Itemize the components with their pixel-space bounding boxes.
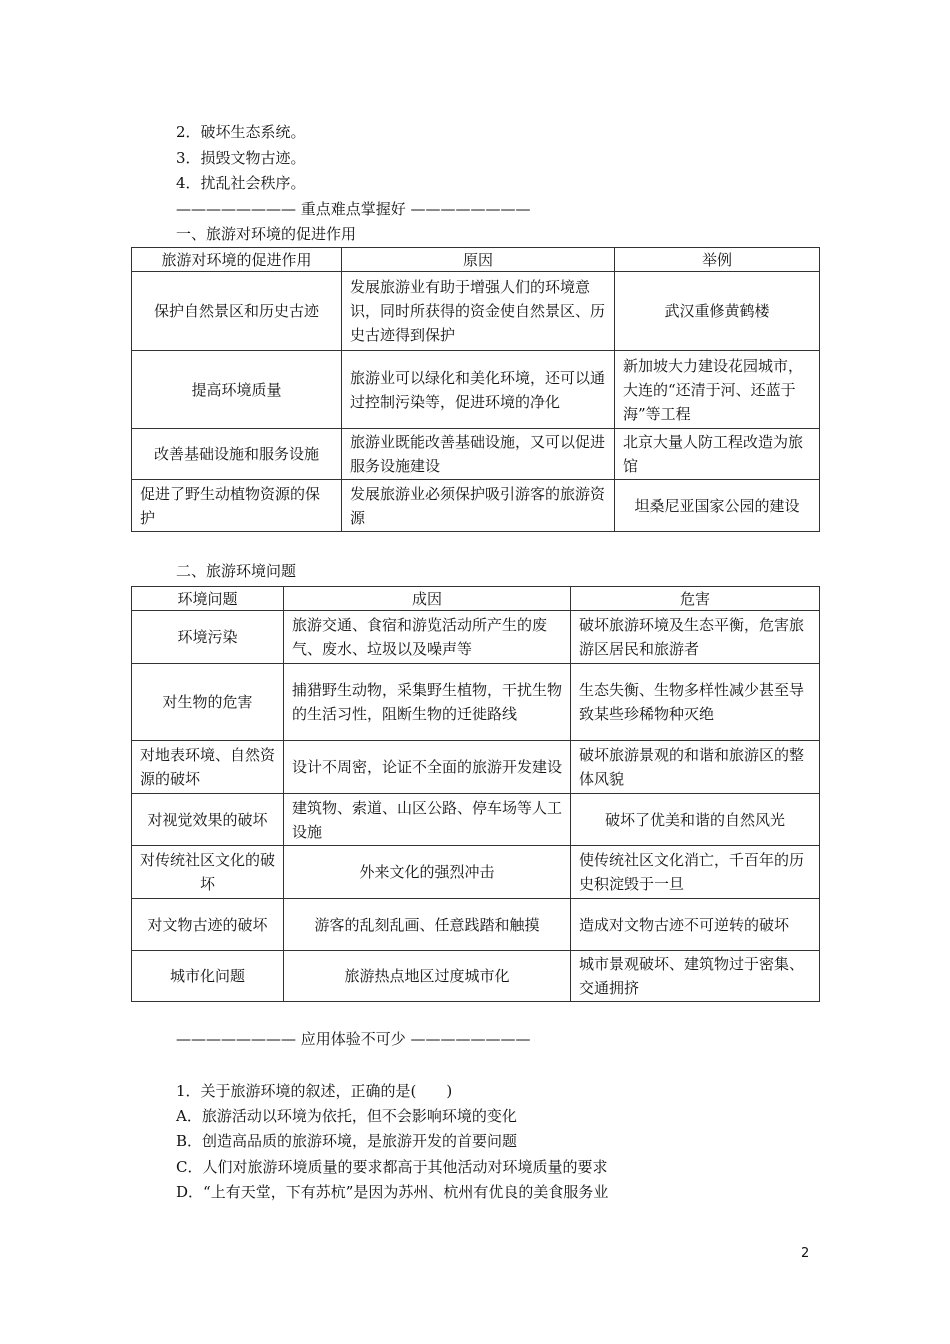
table-cell: 城市化问题 <box>132 951 284 1002</box>
table-row <box>132 664 820 741</box>
table-cell: 对地表环境、自然资源的破坏 <box>132 741 284 794</box>
table-cell: 对视觉效果的破坏 <box>132 794 284 846</box>
table-cell: 新加坡大力建设花园城市，大连的“还清于河、还蓝于海”等工程 <box>615 351 820 429</box>
table-header: 旅游对环境的促进作用 <box>132 248 342 272</box>
table-row <box>132 899 820 951</box>
question-option: C．人们对旅游环境质量的要求都高于其他活动对环境质量的要求 <box>176 1158 608 1176</box>
section-title: 二、旅游环境问题 <box>176 562 297 580</box>
table-cell: 旅游业既能改善基础设施，又可以促进服务设施建设 <box>342 429 615 480</box>
problems-table <box>131 586 820 1002</box>
table-cell: 游客的乱刻乱画、任意践踏和触摸 <box>284 899 571 951</box>
table-cell: 保护自然景区和历史古迹 <box>132 272 342 351</box>
table-cell: 发展旅游业必须保护吸引游客的旅游资源 <box>342 480 615 532</box>
table-header: 原因 <box>342 248 615 272</box>
table-cell: 使传统社区文化消亡，千百年的历史积淀毁于一旦 <box>571 846 820 899</box>
table-row <box>132 429 820 480</box>
section-title: 一、旅游对环境的促进作用 <box>176 225 357 243</box>
table-cell: 旅游热点地区过度城市化 <box>284 951 571 1002</box>
table-header: 危害 <box>571 587 820 611</box>
table-cell: 对生物的危害 <box>132 664 284 741</box>
table-cell: 破坏旅游景观的和谐和旅游区的整体风貌 <box>571 741 820 794</box>
table-cell: 破坏旅游环境及生态平衡，危害旅游区居民和旅游者 <box>571 611 820 664</box>
table-cell: 生态失衡、生物多样性减少甚至导致某些珍稀物种灭绝 <box>571 664 820 741</box>
section-divider: ———————— 应用体验不可少 ———————— <box>176 1030 531 1048</box>
table-cell: 发展旅游业有助于增强人们的环境意识，同时所获得的资金使自然景区、历史古迹得到保护 <box>342 272 615 351</box>
table-row <box>132 480 820 532</box>
table-cell: 改善基础设施和服务设施 <box>132 429 342 480</box>
list-item: 2．破坏生态系统。 <box>176 123 306 141</box>
table-header: 举例 <box>615 248 820 272</box>
table-header: 环境问题 <box>132 587 284 611</box>
table-cell: 对文物古迹的破坏 <box>132 899 284 951</box>
table-cell: 破坏了优美和谐的自然风光 <box>571 794 820 846</box>
question-option: A．旅游活动以环境为依托，但不会影响环境的变化 <box>176 1107 517 1125</box>
table-cell: 对传统社区文化的破坏 <box>132 846 284 899</box>
question-option: D．“上有天堂，下有苏杭”是因为苏州、杭州有优良的美食服务业 <box>176 1183 609 1201</box>
table-cell: 旅游业可以绿化和美化环境，还可以通过控制污染等，促进环境的净化 <box>342 351 615 429</box>
table-row <box>132 951 820 1002</box>
table-cell: 城市景观破坏、建筑物过于密集、交通拥挤 <box>571 951 820 1002</box>
table-cell: 旅游交通、食宿和游览活动所产生的废气、废水、垃圾以及噪声等 <box>284 611 571 664</box>
table-cell: 设计不周密，论证不全面的旅游开发建设 <box>284 741 571 794</box>
promotion-table <box>131 247 820 532</box>
section-divider: ———————— 重点难点掌握好 ———————— <box>176 200 531 218</box>
table-row <box>132 351 820 429</box>
table-cell: 促进了野生动植物资源的保护 <box>132 480 342 532</box>
table-header: 成因 <box>284 587 571 611</box>
table-cell: 造成对文物古迹不可逆转的破坏 <box>571 899 820 951</box>
table-cell: 外来文化的强烈冲击 <box>284 846 571 899</box>
table-cell: 武汉重修黄鹤楼 <box>615 272 820 351</box>
table-cell: 环境污染 <box>132 611 284 664</box>
question-option: B．创造高品质的旅游环境，是旅游开发的首要问题 <box>176 1132 518 1150</box>
table-cell: 捕猎野生动物，采集野生植物，干扰生物的生活习性，阻断生物的迁徙路线 <box>284 664 571 741</box>
table-row <box>132 741 820 794</box>
table-cell: 北京大量人防工程改造为旅馆 <box>615 429 820 480</box>
page-number: 2 <box>801 1246 810 1261</box>
table-row <box>132 611 820 664</box>
table-row <box>132 272 820 351</box>
question-stem: 1．关于旅游环境的叙述，正确的是( ) <box>176 1082 453 1100</box>
table-cell: 坦桑尼亚国家公园的建设 <box>615 480 820 532</box>
table-row <box>132 846 820 899</box>
table-cell: 建筑物、索道、山区公路、停车场等人工设施 <box>284 794 571 846</box>
list-item: 4．扰乱社会秩序。 <box>176 174 306 192</box>
table-row <box>132 794 820 846</box>
list-item: 3．损毁文物古迹。 <box>176 149 306 167</box>
table-cell: 提高环境质量 <box>132 351 342 429</box>
